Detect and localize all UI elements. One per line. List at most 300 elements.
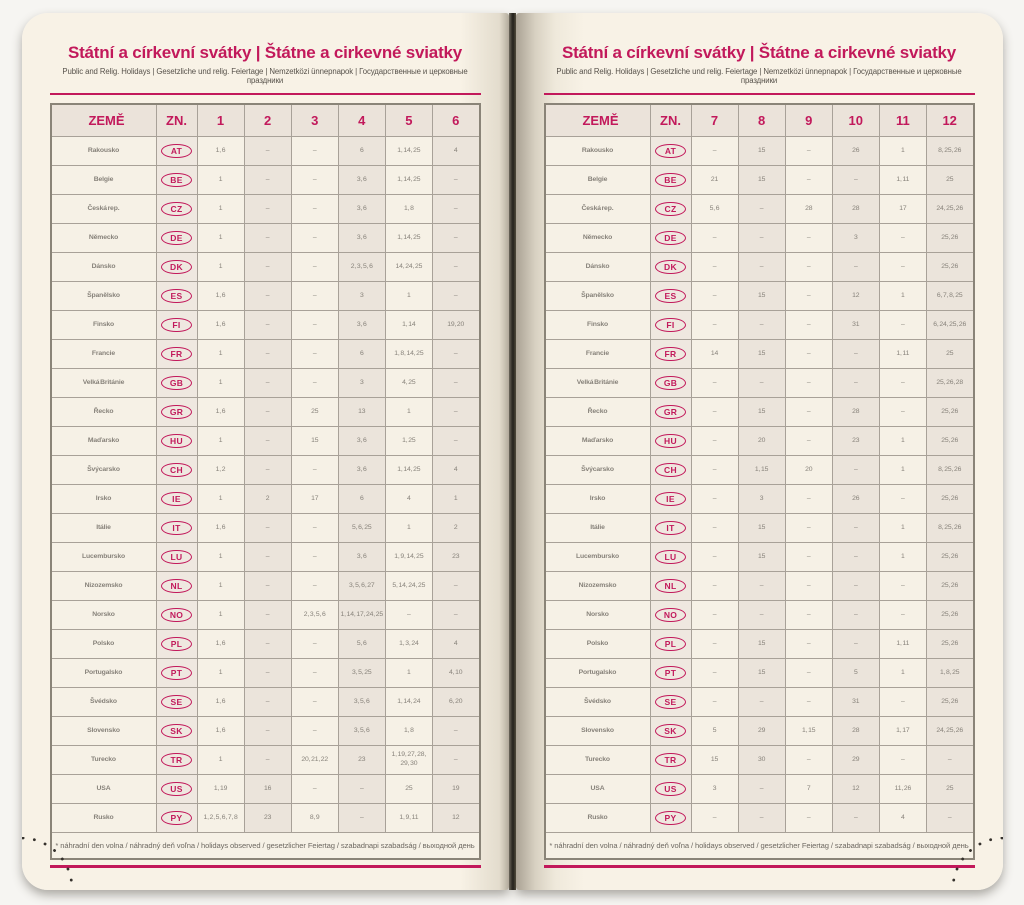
month-header: 2 xyxy=(244,104,291,137)
month-cell: 23 xyxy=(832,427,879,456)
month-cell: 1, 14, 25 xyxy=(385,456,432,485)
month-header: 7 xyxy=(691,104,738,137)
month-cell: – xyxy=(691,398,738,427)
month-cell: 1, 11 xyxy=(879,340,926,369)
month-cell: – xyxy=(785,572,832,601)
month-cell: 1 xyxy=(197,601,244,630)
month-cell: – xyxy=(291,369,338,398)
month-cell: 14, 24, 25 xyxy=(385,253,432,282)
code-cell xyxy=(156,456,197,485)
month-cell: 1, 19, 27, 28, 29, 30 xyxy=(385,746,432,775)
month-cell: – xyxy=(432,195,479,224)
month-cell: – xyxy=(738,775,785,804)
month-cell: 3, 5, 6 xyxy=(338,688,385,717)
month-cell: 1, 3, 24 xyxy=(385,630,432,659)
month-cell: 4 xyxy=(432,630,479,659)
code-cell xyxy=(650,282,691,311)
country-cell: Velká Británie xyxy=(545,369,651,398)
country-cell: Švýcarsko xyxy=(51,456,157,485)
month-cell: – xyxy=(738,253,785,282)
month-cell: 29 xyxy=(738,717,785,746)
month-cell: – xyxy=(244,717,291,746)
country-code-badge: HU xyxy=(655,434,686,449)
month-cell: 1, 2 xyxy=(197,456,244,485)
month-cell: 5, 14, 24, 25 xyxy=(385,572,432,601)
month-cell: – xyxy=(785,688,832,717)
month-cell: 8, 9 xyxy=(291,804,338,833)
month-cell: – xyxy=(432,253,479,282)
page-right-content xyxy=(516,13,1003,868)
month-cell: – xyxy=(785,253,832,282)
country-cell: Rakousko xyxy=(545,137,651,166)
country-cell: Norsko xyxy=(51,601,157,630)
month-cell: – xyxy=(832,630,879,659)
code-cell xyxy=(156,659,197,688)
month-cell: 12 xyxy=(832,282,879,311)
country-cell: Švédsko xyxy=(51,688,157,717)
month-cell: – xyxy=(291,195,338,224)
month-cell: 1 xyxy=(197,253,244,282)
month-cell: – xyxy=(244,398,291,427)
month-cell: – xyxy=(785,804,832,833)
table-row xyxy=(51,804,480,833)
month-cell: 30 xyxy=(738,746,785,775)
code-cell xyxy=(156,311,197,340)
table-row xyxy=(51,485,480,514)
month-cell: 23 xyxy=(432,543,479,572)
month-header: 3 xyxy=(291,104,338,137)
table-row xyxy=(545,601,974,630)
code-cell xyxy=(650,543,691,572)
country-cell: Norsko xyxy=(545,601,651,630)
month-header: 10 xyxy=(832,104,879,137)
month-cell: 1 xyxy=(385,514,432,543)
code-cell xyxy=(650,514,691,543)
table-row xyxy=(51,572,480,601)
month-cell: 1, 17 xyxy=(879,717,926,746)
month-cell: – xyxy=(244,514,291,543)
month-cell: 23 xyxy=(244,804,291,833)
month-cell: – xyxy=(244,630,291,659)
month-cell: – xyxy=(244,311,291,340)
month-cell: 3, 6 xyxy=(338,427,385,456)
month-cell: – xyxy=(691,659,738,688)
month-cell: – xyxy=(738,369,785,398)
month-cell: – xyxy=(244,195,291,224)
country-cell: Lucembursko xyxy=(545,543,651,572)
month-cell: – xyxy=(832,572,879,601)
table-row xyxy=(51,543,480,572)
code-cell xyxy=(650,311,691,340)
month-cell: 12 xyxy=(432,804,479,833)
month-cell: 3, 5, 25 xyxy=(338,659,385,688)
code-cell xyxy=(650,456,691,485)
month-cell: 28 xyxy=(832,195,879,224)
table-row xyxy=(51,253,480,282)
month-cell: 1, 2, 5, 6, 7, 8 xyxy=(197,804,244,833)
country-cell: Turecko xyxy=(51,746,157,775)
month-cell: 26 xyxy=(832,137,879,166)
table-row xyxy=(51,224,480,253)
month-cell: 26 xyxy=(832,485,879,514)
month-cell: – xyxy=(785,485,832,514)
holidays-table-months-7-12 xyxy=(544,103,975,860)
month-cell: – xyxy=(879,398,926,427)
month-cell: 6, 24, 25, 26 xyxy=(926,311,973,340)
country-cell: Lucembursko xyxy=(51,543,157,572)
month-cell: 1, 14 xyxy=(385,311,432,340)
month-cell: – xyxy=(291,456,338,485)
country-code-badge: SE xyxy=(655,695,686,710)
month-cell: – xyxy=(244,688,291,717)
month-cell: 15 xyxy=(738,514,785,543)
month-cell: 3 xyxy=(338,369,385,398)
month-cell: 1, 9, 14, 25 xyxy=(385,543,432,572)
code-cell xyxy=(650,746,691,775)
month-cell: – xyxy=(291,224,338,253)
code-cell xyxy=(156,630,197,659)
month-cell: – xyxy=(432,717,479,746)
month-cell: 1 xyxy=(197,195,244,224)
month-cell: – xyxy=(432,369,479,398)
table-row xyxy=(51,369,480,398)
month-cell: 1, 6 xyxy=(197,311,244,340)
table-row xyxy=(51,659,480,688)
month-cell: 1, 19 xyxy=(197,775,244,804)
month-cell: – xyxy=(244,456,291,485)
month-cell: 6, 7, 8, 25 xyxy=(926,282,973,311)
month-cell: 1, 14, 24 xyxy=(385,688,432,717)
month-cell: – xyxy=(291,688,338,717)
code-cell xyxy=(650,369,691,398)
month-cell: – xyxy=(832,456,879,485)
month-cell: 3, 6 xyxy=(338,456,385,485)
code-cell xyxy=(650,340,691,369)
page-title: Státní a církevní svátky | Štátne a cirkevné sviatky xyxy=(561,43,957,62)
month-cell: – xyxy=(244,369,291,398)
country-cell: Turecko xyxy=(545,746,651,775)
month-header: 1 xyxy=(197,104,244,137)
table-row xyxy=(545,804,974,833)
month-cell: – xyxy=(244,659,291,688)
country-code-badge: SK xyxy=(161,724,192,739)
month-cell: 8, 25, 26 xyxy=(926,456,973,485)
month-cell: 1 xyxy=(197,659,244,688)
code-cell xyxy=(650,630,691,659)
month-cell: 1 xyxy=(197,369,244,398)
country-cell: Finsko xyxy=(545,311,651,340)
table-row xyxy=(51,514,480,543)
month-cell: 25 xyxy=(926,166,973,195)
code-cell xyxy=(156,427,197,456)
code-cell xyxy=(156,543,197,572)
country-code-badge: SK xyxy=(655,724,686,739)
month-cell: 21 xyxy=(691,166,738,195)
month-cell: – xyxy=(432,282,479,311)
month-cell: 28 xyxy=(832,717,879,746)
holidays-table-months-1-6 xyxy=(50,103,481,860)
month-cell: 1, 8, 25 xyxy=(926,659,973,688)
code-cell xyxy=(156,746,197,775)
country-cell: Irsko xyxy=(545,485,651,514)
month-cell: 25, 26 xyxy=(926,688,973,717)
code-cell xyxy=(156,485,197,514)
month-cell: – xyxy=(879,601,926,630)
country-code-badge: AT xyxy=(161,144,192,159)
month-cell: – xyxy=(291,630,338,659)
country-cell: Rusko xyxy=(545,804,651,833)
month-cell: 1 xyxy=(197,485,244,514)
month-cell: – xyxy=(691,253,738,282)
month-cell: – xyxy=(244,340,291,369)
month-cell: – xyxy=(738,601,785,630)
month-cell: 24, 25, 26 xyxy=(926,195,973,224)
month-cell: 1, 25 xyxy=(385,427,432,456)
month-cell: 15 xyxy=(738,543,785,572)
month-cell: 1 xyxy=(385,659,432,688)
code-cell xyxy=(156,224,197,253)
country-code-badge: FR xyxy=(655,347,686,362)
table-row xyxy=(545,137,974,166)
month-cell: 12 xyxy=(832,775,879,804)
month-cell: 6, 20 xyxy=(432,688,479,717)
table-row xyxy=(545,398,974,427)
month-header: 6 xyxy=(432,104,479,137)
country-cell: Belgie xyxy=(51,166,157,195)
month-cell: 3, 5, 6, 27 xyxy=(338,572,385,601)
month-cell: – xyxy=(338,775,385,804)
month-cell: – xyxy=(785,340,832,369)
month-cell: 4 xyxy=(385,485,432,514)
page-subtitle: Public and Relig. Holidays | Gesetzliche und relig. Feiertage | Nemzetközi ünnepnapok | Государственные и церковные праздники xyxy=(556,67,962,85)
month-cell: 1, 11 xyxy=(879,630,926,659)
month-cell: – xyxy=(291,253,338,282)
table-row xyxy=(51,137,480,166)
table-row xyxy=(545,427,974,456)
month-cell: – xyxy=(244,137,291,166)
month-cell: 1, 6 xyxy=(197,282,244,311)
country-cell: Slovensko xyxy=(51,717,157,746)
month-cell: – xyxy=(738,311,785,340)
code-cell xyxy=(156,572,197,601)
month-cell: – xyxy=(738,688,785,717)
country-cell: Česká rep. xyxy=(545,195,651,224)
table-row xyxy=(51,456,480,485)
country-cell: Dánsko xyxy=(545,253,651,282)
country-code-badge: DK xyxy=(655,260,686,275)
country-cell: Řecko xyxy=(545,398,651,427)
month-cell: 1, 6 xyxy=(197,514,244,543)
code-cell xyxy=(650,601,691,630)
country-cell: Slovensko xyxy=(545,717,651,746)
month-cell: 1, 14, 25 xyxy=(385,166,432,195)
country-code-badge: AT xyxy=(655,144,686,159)
month-cell: – xyxy=(832,514,879,543)
month-cell: – xyxy=(691,688,738,717)
month-cell: – xyxy=(785,601,832,630)
month-cell: – xyxy=(691,369,738,398)
country-cell: Maďarsko xyxy=(545,427,651,456)
country-cell: Irsko xyxy=(51,485,157,514)
month-cell: 1 xyxy=(197,224,244,253)
month-header: 5 xyxy=(385,104,432,137)
country-code-badge: SE xyxy=(161,695,192,710)
month-cell: 5 xyxy=(691,717,738,746)
country-cell: Itálie xyxy=(51,514,157,543)
month-cell: – xyxy=(385,601,432,630)
month-cell: 11, 26 xyxy=(879,775,926,804)
month-cell: 3, 6 xyxy=(338,543,385,572)
country-code-badge: CZ xyxy=(655,202,686,217)
country-code-badge: DE xyxy=(655,231,686,246)
code-cell xyxy=(650,717,691,746)
country-cell: Francie xyxy=(51,340,157,369)
country-code-badge: IT xyxy=(161,521,192,536)
country-code-badge: PT xyxy=(161,666,192,681)
country-code-badge: DE xyxy=(161,231,192,246)
country-code-badge: PY xyxy=(161,811,192,826)
month-cell: – xyxy=(785,543,832,572)
table-row xyxy=(545,166,974,195)
month-cell: – xyxy=(879,224,926,253)
country-code-badge: CH xyxy=(655,463,686,478)
month-cell: – xyxy=(244,543,291,572)
code-cell xyxy=(650,485,691,514)
month-cell: – xyxy=(691,514,738,543)
month-cell: 15 xyxy=(738,659,785,688)
month-cell: 6 xyxy=(338,340,385,369)
code-cell xyxy=(156,195,197,224)
month-cell: 3 xyxy=(338,282,385,311)
month-cell: – xyxy=(785,282,832,311)
month-cell: 17 xyxy=(291,485,338,514)
month-cell: 25, 26 xyxy=(926,543,973,572)
country-code-badge: TR xyxy=(161,753,192,768)
country-code-badge: GB xyxy=(161,376,192,391)
country-code-badge: BE xyxy=(655,173,686,188)
month-cell: – xyxy=(738,224,785,253)
country-code-badge: NL xyxy=(655,579,686,594)
month-cell: 15 xyxy=(738,137,785,166)
country-header: ZEMĚ xyxy=(545,104,651,137)
code-cell xyxy=(156,282,197,311)
month-cell: – xyxy=(879,311,926,340)
month-cell: 1, 11 xyxy=(879,166,926,195)
month-cell: 1 xyxy=(879,514,926,543)
code-cell xyxy=(650,572,691,601)
page-left-content xyxy=(22,13,509,868)
table-row xyxy=(51,630,480,659)
table-row xyxy=(51,746,480,775)
table-row xyxy=(51,775,480,804)
month-cell: – xyxy=(832,543,879,572)
month-cell: – xyxy=(832,166,879,195)
month-header: 9 xyxy=(785,104,832,137)
month-cell: 1 xyxy=(879,456,926,485)
month-cell: 3, 6 xyxy=(338,195,385,224)
code-cell xyxy=(156,137,197,166)
month-cell: 4 xyxy=(432,456,479,485)
country-code-badge: PY xyxy=(655,811,686,826)
code-cell xyxy=(156,514,197,543)
month-cell: – xyxy=(926,746,973,775)
country-cell: Řecko xyxy=(51,398,157,427)
month-cell: 28 xyxy=(785,195,832,224)
month-cell: – xyxy=(432,601,479,630)
month-cell: 1, 8 xyxy=(385,195,432,224)
country-code-badge: FI xyxy=(161,318,192,333)
month-cell: – xyxy=(785,224,832,253)
month-cell: 1, 6 xyxy=(197,398,244,427)
month-cell: 1, 6 xyxy=(197,630,244,659)
code-cell xyxy=(650,804,691,833)
month-cell: 20, 21, 22 xyxy=(291,746,338,775)
bottom-accent-rule xyxy=(544,865,975,868)
month-cell: 3, 6 xyxy=(338,224,385,253)
month-cell: – xyxy=(691,282,738,311)
month-cell: – xyxy=(879,485,926,514)
month-cell: 4, 25 xyxy=(385,369,432,398)
month-cell: – xyxy=(432,746,479,775)
country-code-badge: PL xyxy=(161,637,192,652)
table-row xyxy=(51,601,480,630)
country-cell: Finsko xyxy=(51,311,157,340)
month-cell: 25, 26 xyxy=(926,485,973,514)
month-cell: – xyxy=(291,166,338,195)
month-cell: – xyxy=(691,630,738,659)
month-cell: 3 xyxy=(738,485,785,514)
country-code-badge: GR xyxy=(161,405,192,420)
month-cell: 25, 26 xyxy=(926,253,973,282)
table-row xyxy=(545,543,974,572)
country-code-badge: ES xyxy=(161,289,192,304)
month-cell: 25, 26, 28 xyxy=(926,369,973,398)
month-cell: 31 xyxy=(832,688,879,717)
month-cell: – xyxy=(291,717,338,746)
month-cell: 1, 14, 25 xyxy=(385,224,432,253)
month-cell: 3 xyxy=(691,775,738,804)
code-cell xyxy=(650,688,691,717)
country-code-badge: US xyxy=(161,782,192,797)
month-cell: 1 xyxy=(879,659,926,688)
perforation-dots xyxy=(22,837,74,890)
month-cell: 4 xyxy=(879,804,926,833)
month-cell: 1, 15 xyxy=(738,456,785,485)
country-code-badge: PT xyxy=(655,666,686,681)
month-cell: – xyxy=(244,601,291,630)
table-row xyxy=(51,195,480,224)
month-cell: – xyxy=(291,659,338,688)
month-cell: – xyxy=(879,746,926,775)
month-cell: 29 xyxy=(832,746,879,775)
month-cell: – xyxy=(785,398,832,427)
month-cell: – xyxy=(926,804,973,833)
code-cell xyxy=(156,688,197,717)
month-cell: 17 xyxy=(879,195,926,224)
table-row xyxy=(545,746,974,775)
month-cell: 15 xyxy=(291,427,338,456)
month-cell: 19 xyxy=(432,775,479,804)
month-cell: – xyxy=(291,137,338,166)
code-cell xyxy=(650,398,691,427)
month-cell: – xyxy=(832,369,879,398)
month-cell: 16 xyxy=(244,775,291,804)
month-cell: – xyxy=(879,253,926,282)
country-code-badge: GR xyxy=(655,405,686,420)
table-row xyxy=(51,398,480,427)
code-cell xyxy=(650,775,691,804)
code-cell xyxy=(156,717,197,746)
